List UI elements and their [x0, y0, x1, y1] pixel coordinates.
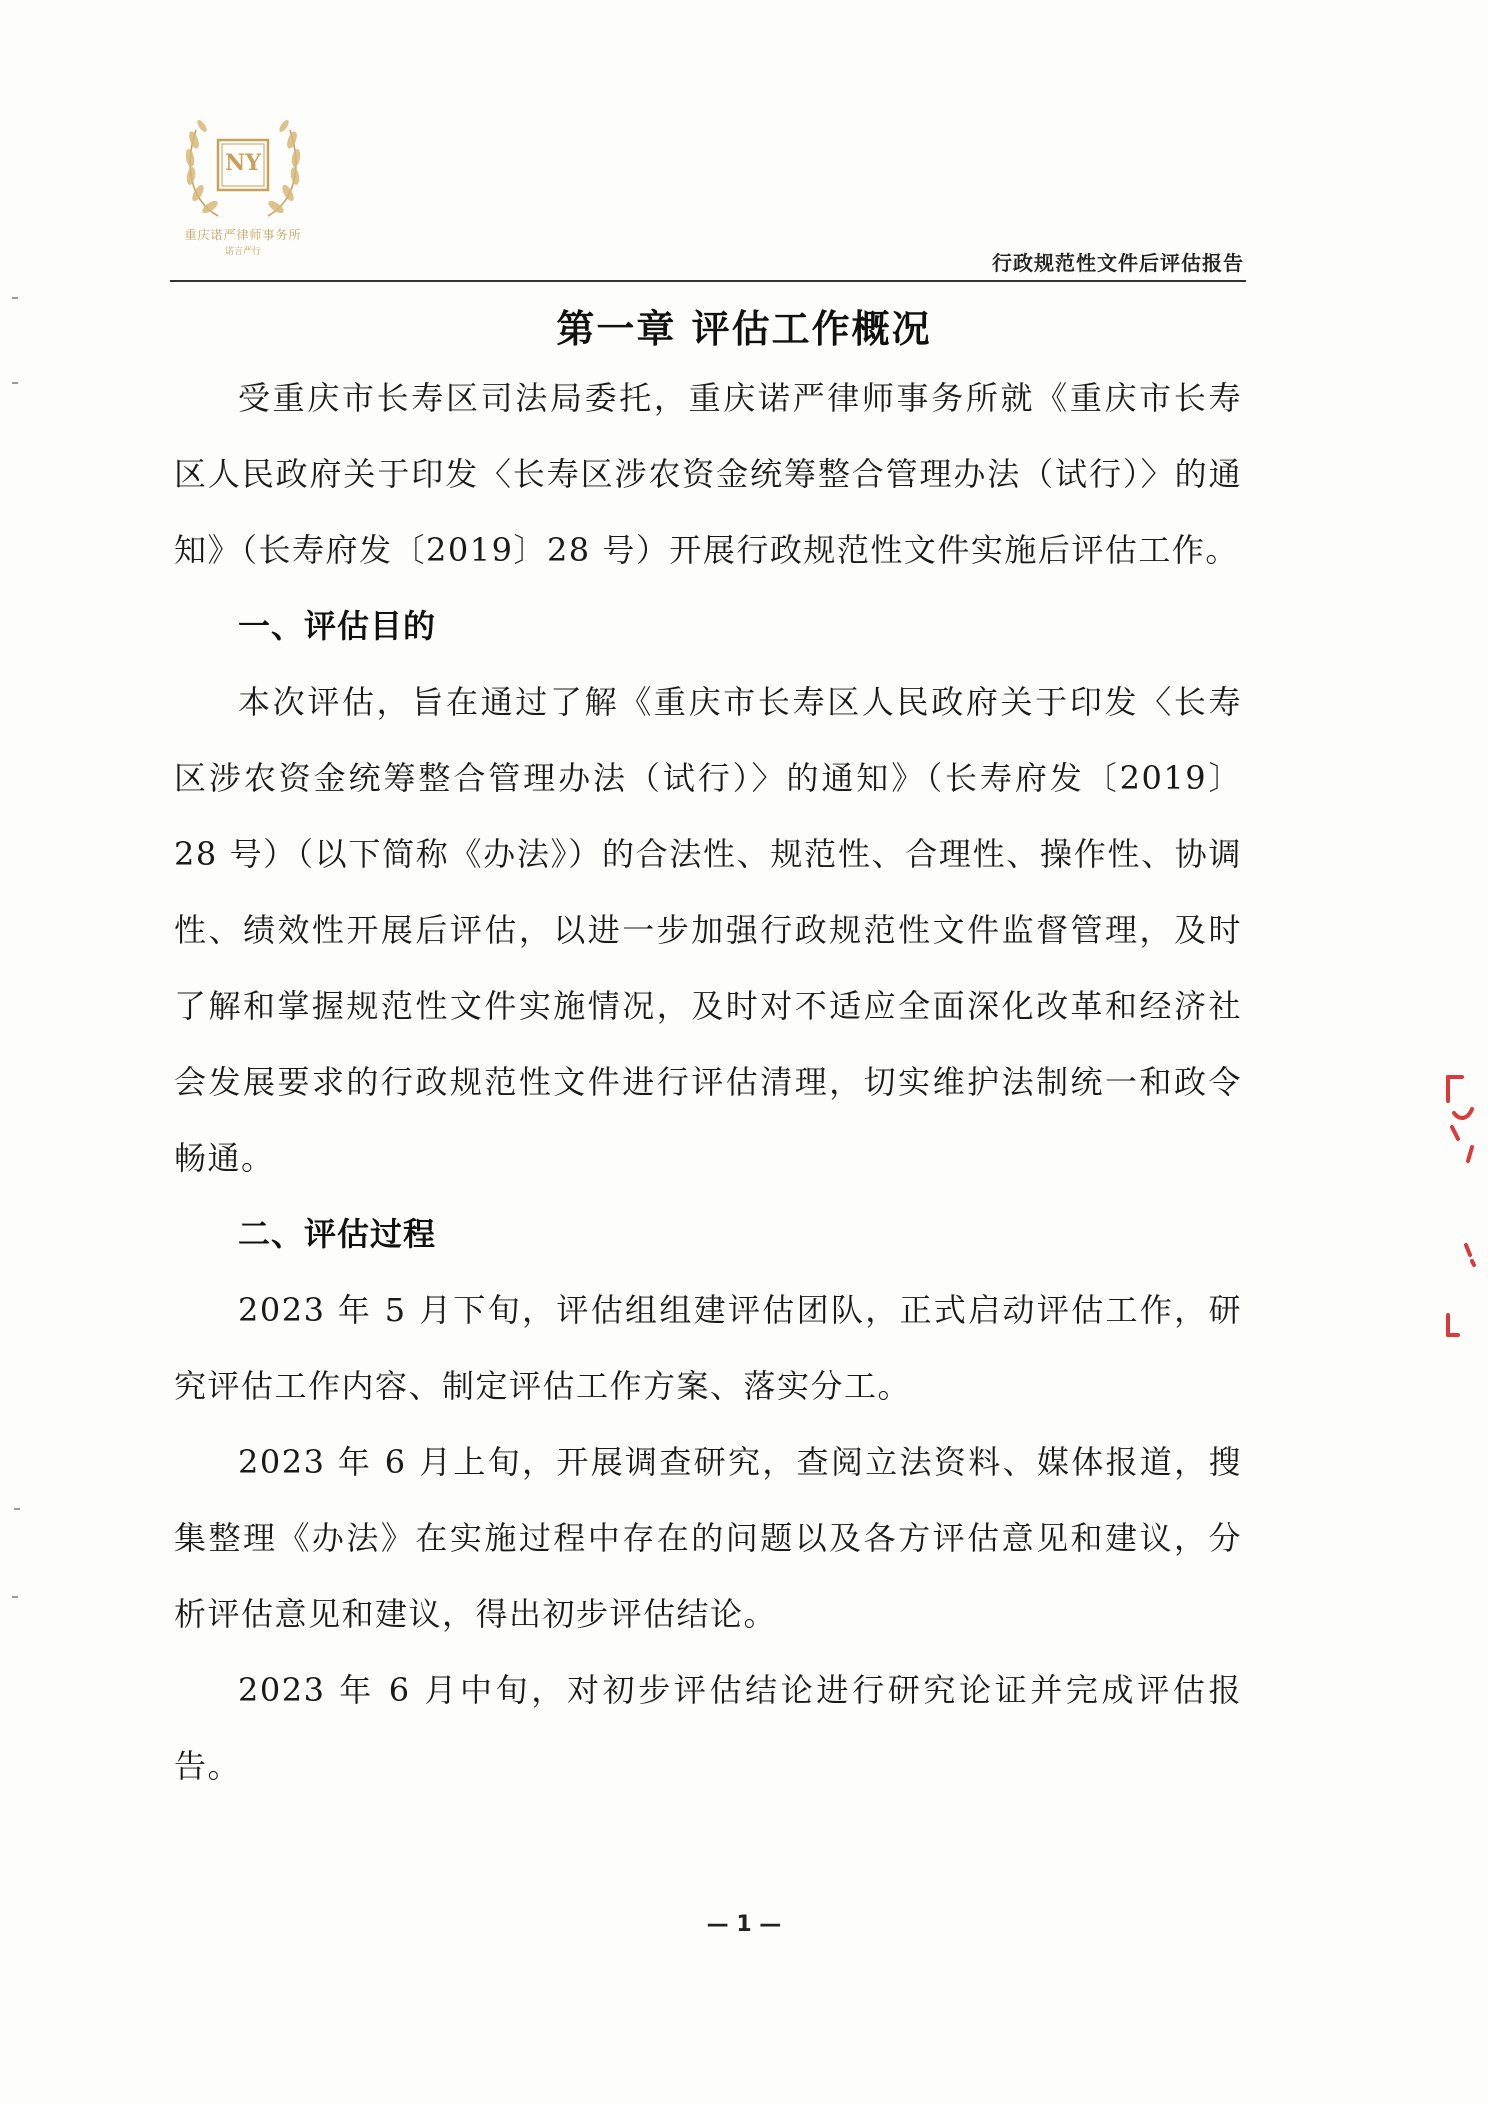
chapter-title: 第一章 评估工作概况 — [556, 307, 932, 351]
purpose-paragraph: 本次评估，旨在通过了解《重庆市长寿区人民政府关于印发〈长寿区涉农资金统筹整合管理办法（试行）〉的通知》（长寿府发〔2019〕28 号）（以下简称《办法》）的合法性、规范性、合理性、操作性、协调性、绩效性开展后评估，以进一步加强行政规范性文件监督管理，及时了解和掌握规范性文件实施情况，及时对不适应全面深化改革和经济社会发展要求的行政规范性文件进行评估清理，切实维护法制统一和政令畅通。 — [174, 683, 1242, 1177]
scan-speck — [12, 297, 18, 299]
header-divider — [170, 280, 1246, 282]
report-body — [174, 360, 1242, 1804]
section-heading-purpose: 一、评估目的 — [238, 607, 437, 645]
scan-speck — [12, 1596, 18, 1598]
section-heading-process: 二、评估过程 — [238, 1215, 437, 1253]
report-header-title: 行政规范性文件后评估报告 — [992, 251, 1244, 275]
process-item: 2023 年 6 月上旬，开展调查研究，查阅立法资料、媒体报道，搜集整理《办法》在实施过程中存在的问题以及各方评估意见和建议，分析评估意见和建议，得出初步评估结论。 — [174, 1443, 1242, 1633]
scan-speck — [14, 1508, 20, 1510]
logo-monogram: NY — [225, 150, 261, 176]
intro-paragraph: 受重庆市长寿区司法局委托，重庆诺严律师事务所就《重庆市长寿区人民政府关于印发〈长寿区涉农资金统筹整合管理办法（试行）〉的通知》（长寿府发〔2019〕28 号）开展行政规范性文件实施后评估工作。 — [174, 379, 1242, 569]
process-item: 2023 年 6 月中旬，对初步评估结论进行研究论证并完成评估报告。 — [174, 1671, 1242, 1785]
logo-firm-name: 重庆诺严律师事务所 — [184, 228, 302, 242]
law-firm-logo — [178, 108, 308, 258]
process-item: 2023 年 5 月下旬，评估组组建评估团队，正式启动评估工作，研究评估工作内容、制定评估工作方案、落实分工。 — [174, 1291, 1242, 1405]
logo-motto: 诺言严行 — [224, 247, 261, 257]
page-number: — 1 — — [706, 1912, 782, 1937]
red-seal-stamp-icon — [1428, 1065, 1488, 1345]
scan-speck — [12, 382, 18, 384]
